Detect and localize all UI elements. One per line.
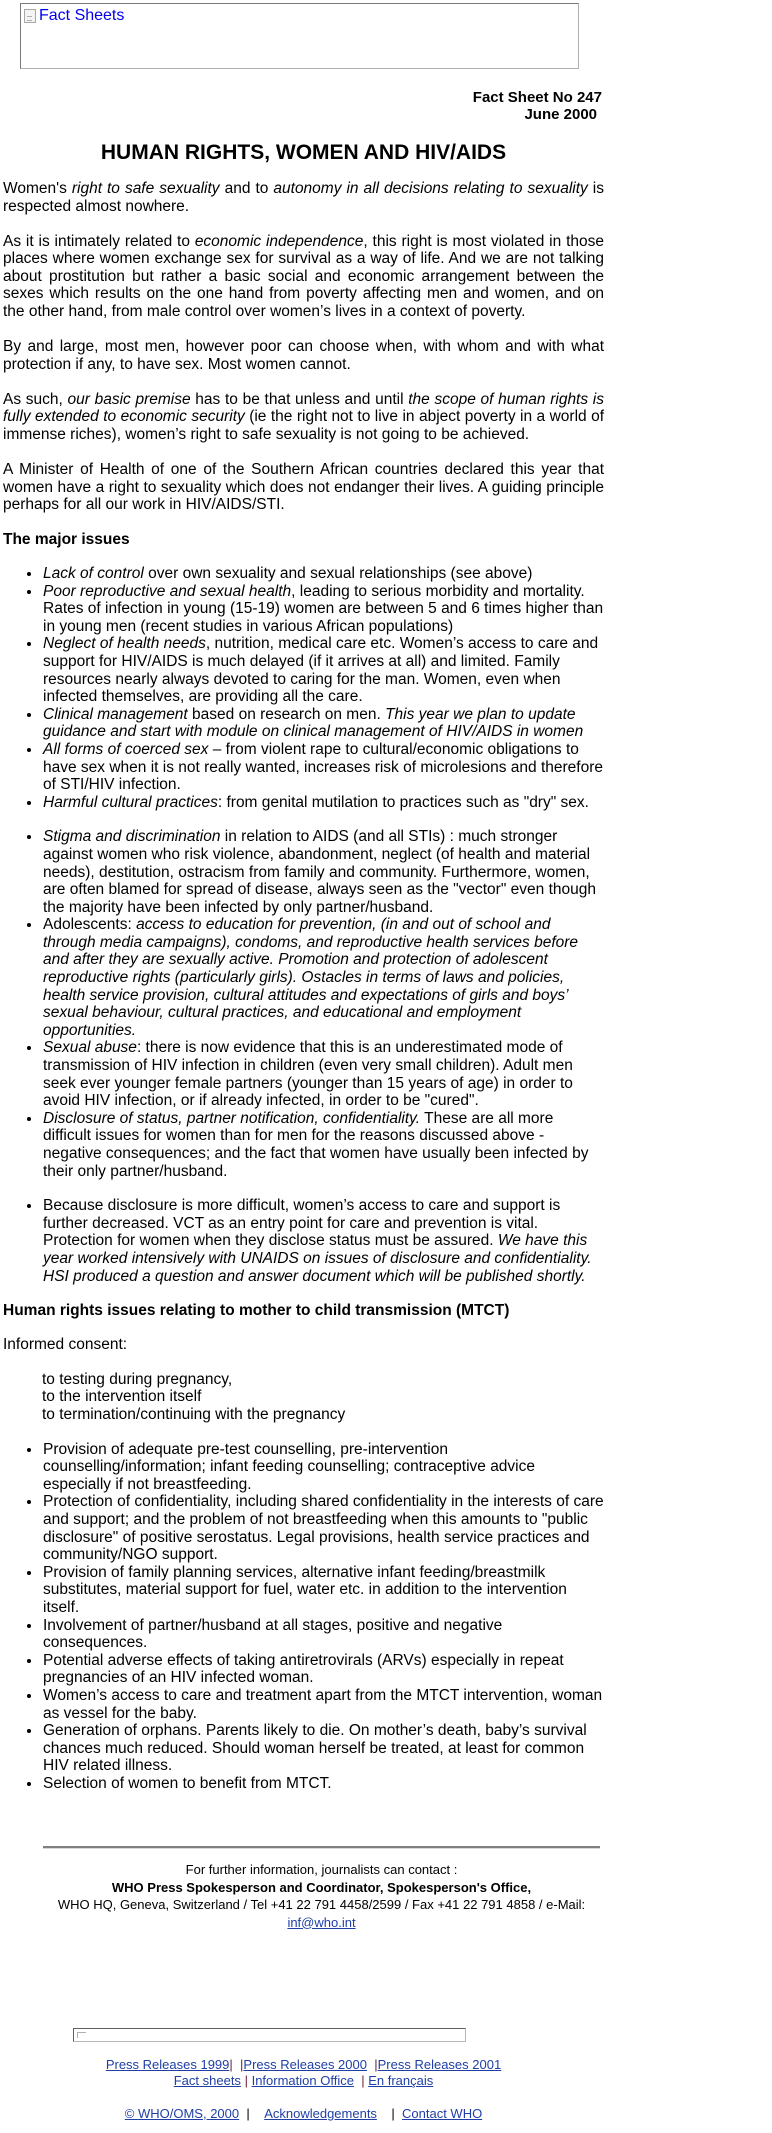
- separator: |: [391, 2106, 395, 2121]
- consent-line: to testing during pregnancy,: [42, 1370, 233, 1388]
- emphasis: Poor reproductive and sexual health: [43, 582, 292, 600]
- list-item: • Provision of adequate pre-test counselling, pre-intervention counselling/information; infant feeding counselling; contraceptive advice especially if not breastfeeding.: [42, 1441, 604, 1494]
- list-item: • Selection of women to benefit from MTCT.: [42, 1775, 604, 1793]
- list-item: • Women’s access to care and treatment apart from the MTCT intervention, woman as vessel for the baby.: [42, 1687, 604, 1722]
- intro-paragraph-4: [3, 391, 604, 444]
- text: : from genital mutilation to practices such as "dry" sex.: [217, 793, 589, 811]
- acknowledgements-link[interactable]: Acknowledgements: [264, 2106, 377, 2121]
- list-item: • Involvement of partner/husband at all stages, positive and negative consequences.: [42, 1617, 604, 1652]
- intro-paragraph-3: By and large, most men, however poor can choose when, with whom and with what protection if any, to have sex. Most women cannot.: [3, 338, 604, 373]
- emphasis: Clinical management: [43, 705, 188, 723]
- intro-paragraph-2: [3, 233, 604, 321]
- contact-address: WHO HQ, Geneva, Switzerland / Tel +41 22 791 4458/2599 / Fax +41 22 791 4858 / e-Mail:: [57, 1897, 586, 1912]
- mtct-heading: Human rights issues relating to mother to child transmission (MTCT): [3, 1302, 510, 1320]
- footer-image-frame[interactable]: [73, 2028, 466, 2042]
- fact-sheets-footer-link[interactable]: Fact sheets: [173, 2073, 241, 2088]
- fact-sheet-info: [473, 89, 602, 123]
- emphasis: Sexual abuse: [43, 1039, 137, 1057]
- fact-sheets-image-frame[interactable]: [20, 3, 579, 69]
- text: : there is now evidence that this is an underestimated mode of transmission of HIV infection in children (even very small children). Adult men seek ever younger female partners (younger than 15 years of age) in order to avoid HIV infection, or if already infected, in order to be "cured".: [43, 1039, 573, 1110]
- footer-navigation: [3, 2057, 604, 2089]
- list-item: [42, 635, 604, 705]
- informed-consent-label: Informed consent:: [3, 1335, 128, 1353]
- text: , nutrition, medical care etc. Women’s access to care and support for HIV/AIDS is much delayed (if it arrives at all) and limited. Family resources nearly always devoted to caring for the man. Women, even when infected themselves, are providing all the care.: [43, 635, 599, 706]
- list-item: [42, 1197, 604, 1285]
- contact-info: [43, 1861, 600, 1931]
- emphasis: We have this year worked intensively with UNAIDS on issues of disclosure and confidentiality. HSI produced a question and answer document which will be published shortly.: [43, 1232, 592, 1285]
- contact-who-link[interactable]: Contact WHO: [402, 2106, 483, 2121]
- consent-line: to termination/continuing with the pregnancy: [42, 1406, 346, 1424]
- list-item: [42, 916, 604, 1039]
- contact-office: WHO Press Spokesperson and Coordinator, Spokesperson's Office,: [111, 1879, 532, 1895]
- emphasis: access to education for prevention, (in and out of school and through media campaigns), condoms, and reproductive health services before and after they are sexually active. Promotion and protection of adolescent reproductive rights (particularly girls). Ostacles in terms of laws and policies, health service provision, cultural attitudes and expectations of girls and boys’ sexual behaviour, cultural practices, and educational and employment opportunities.: [43, 916, 579, 1039]
- emphasis: Harmful cultural practices: [43, 793, 218, 811]
- text: As it is intimately related to: [3, 232, 195, 250]
- emphasis: This year we plan to update guidance and start with module on clinical management of HIV/AIDS in women: [43, 705, 584, 741]
- copyright-bar: [3, 2106, 604, 2121]
- text: , leading to serious morbidity and mortality. Rates of infection in young (15-19) women are between 5 and 6 times higher than in young men (recent studies in various African populations): [43, 582, 604, 635]
- article-body: [3, 180, 604, 1810]
- press-releases-2000-link[interactable]: Press Releases 2000: [243, 2057, 367, 2072]
- text: is respected almost nowhere.: [3, 180, 604, 215]
- emphasis: Lack of control: [43, 565, 144, 582]
- text: based on research on men.: [187, 705, 386, 723]
- list-item: [42, 741, 604, 794]
- separator: |: [229, 2057, 233, 2072]
- text: and to: [219, 180, 274, 197]
- list-item: • Protection of confidentiality, including shared confidentiality in the interests of care and support; and the problem of not breastfeeding when this amounts to "public disclosure" of positive serostatus. Legal provisions, health service practices and community/NGO support.: [42, 1493, 604, 1563]
- emphasis: Disclosure of status, partner notification, confidentiality.: [43, 1109, 421, 1127]
- contact-intro: For further information, journalists can contact :: [185, 1862, 458, 1877]
- emphasis: the scope of human rights is fully extended to economic security: [3, 390, 604, 426]
- text: Because disclosure is more difficult, women’s access to care and support is further decreased. VCT as an entry point for care and prevention is vital. Protection for women when they disclose status must be assured.: [43, 1197, 561, 1250]
- separator: |: [244, 2073, 248, 2088]
- informed-consent-lines: [42, 1371, 604, 1424]
- text: (ie the right not to live in abject poverty in a world of immense riches), women’s right to safe sexuality is not going to be achieved.: [3, 408, 605, 444]
- list-item: [42, 583, 604, 636]
- text: Adolescents:: [43, 916, 137, 934]
- email-link[interactable]: inf@who.int: [287, 1914, 356, 1930]
- en-francais-link[interactable]: En français: [368, 2073, 434, 2088]
- list-item: [42, 828, 604, 916]
- text: over own sexuality and sexual relationships (see above): [143, 565, 533, 582]
- footer-divider: [43, 1846, 600, 1849]
- major-issues-list-3: [3, 1197, 604, 1285]
- emphasis: autonomy in all decisions relating to sexuality: [273, 180, 588, 197]
- list-item: [42, 565, 604, 583]
- major-issues-list-2: [3, 828, 604, 1180]
- intro-paragraph-5: A Minister of Health of one of the Southern African countries declared this year that women have a right to sexuality which does not endanger their lives. A guiding principle perhaps for all our work in HIV/AIDS/STI.: [3, 461, 604, 514]
- list-item: [42, 1110, 604, 1180]
- press-releases-2001-link[interactable]: Press Releases 2001: [377, 2057, 502, 2072]
- major-issues-list-1: [3, 565, 604, 811]
- emphasis: right to safe sexuality: [71, 180, 220, 197]
- broken-image-icon: [24, 9, 36, 23]
- page-title: HUMAN RIGHTS, WOMEN AND HIV/AIDS: [100, 141, 507, 164]
- major-issues-heading: The major issues: [3, 531, 130, 549]
- separator: |: [374, 2057, 378, 2072]
- list-item: [42, 794, 604, 812]
- text: As such,: [3, 390, 68, 408]
- list-item: [42, 706, 604, 741]
- emphasis: Stigma and discrimination: [43, 828, 221, 846]
- emphasis: All forms of coerced sex: [43, 740, 209, 758]
- broken-image-icon: [77, 2032, 86, 2038]
- text: Women's: [3, 180, 72, 197]
- separator: |: [361, 2073, 365, 2088]
- list-item: • Provision of family planning services, alternative infant feeding/breastmilk substitutes, material support for fuel, water etc. in addition to the intervention itself.: [42, 1564, 604, 1617]
- copyright-link[interactable]: © WHO/OMS, 2000: [124, 2106, 240, 2121]
- consent-line: to the intervention itself: [42, 1388, 202, 1406]
- text: in relation to AIDS (and all STIs) : much stronger against women who risk violence, abandonment, neglect (of health and material needs), destitution, ostracism from family and community. Furthermore, women, are often blamed for spread of disease, always seen as the "vector" even though the majority have been infected by only partner/husband.: [43, 828, 596, 916]
- fact-sheet-date: June 2000: [524, 106, 597, 123]
- text: , this right is most violated in those places where women exchange sex for survival as a way of life. And we are not talking about prostitution but rather a basic social and economic arrangement between the sexes which results on the one hand from poverty affecting men and women, and on the other hand, from male control over women’s lives in a context of poverty.: [3, 232, 604, 321]
- intro-paragraph-1: [3, 180, 604, 215]
- fact-sheet-number: Fact Sheet No 247: [472, 89, 602, 106]
- information-office-link[interactable]: Information Office: [251, 2073, 354, 2088]
- text: – from violent rape to cultural/economic obligations to have sex when it is not really wanted, increases risk of microlesions and therefore of STI/HIV infection.: [43, 740, 603, 794]
- list-item: [42, 1039, 604, 1109]
- separator: |: [240, 2057, 244, 2072]
- emphasis: our basic premise: [67, 390, 191, 408]
- text: These are all more difficult issues for women than for men for the reasons discussed above - negative consequences; and the fact that women have usually been infected by their only partner/husband.: [43, 1109, 589, 1180]
- text: has to be that unless and until: [190, 390, 409, 408]
- list-item: • Generation of orphans. Parents likely to die. On mother’s death, baby’s survival chances much reduced. Should woman herself be treated, at least for common HIV related illness.: [42, 1722, 604, 1775]
- emphasis: economic independence: [194, 232, 364, 250]
- press-releases-1999-link[interactable]: Press Releases 1999: [105, 2057, 230, 2072]
- separator: |: [246, 2106, 250, 2121]
- list-item: • Potential adverse effects of taking antiretrovirals (ARVs) especially in repeat pregnancies of an HIV infected woman.: [42, 1652, 604, 1687]
- mtct-list: [3, 1441, 604, 1793]
- emphasis: Neglect of health needs: [43, 635, 206, 653]
- fact-sheets-link[interactable]: Fact Sheets: [39, 7, 125, 24]
